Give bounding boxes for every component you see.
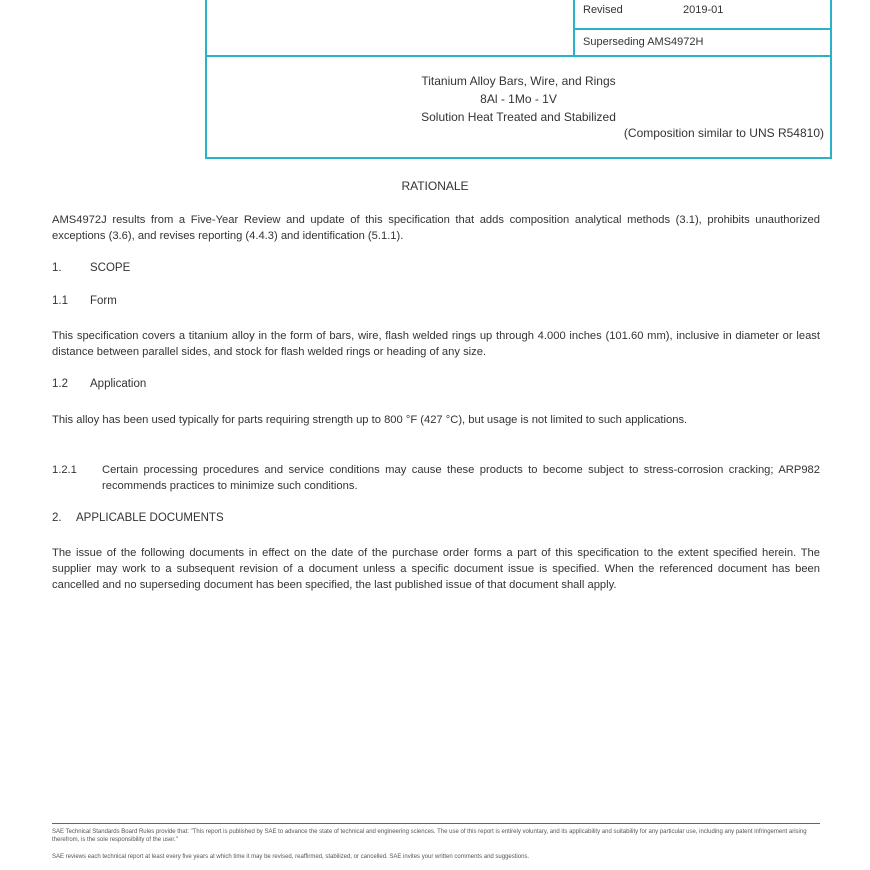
section-label: SCOPE [90,262,131,274]
document-title [207,72,830,126]
composition-note: (Composition similar to UNS R54810) [623,126,824,140]
header-divider-horizontal [207,55,830,57]
section-number: 1.2.1 [52,464,77,476]
section-label: Form [90,295,117,307]
form-text: This specification covers a titanium alloy in the form of bars, wire, flash welded rings up through 4.000 inches (101.60 mm), inclusive in diameter or least distance between parallel sides, and stock for flash welded rings or heading of any size. [52,330,820,358]
applicable-documents-text: The issue of the following documents in effect on the date of the purchase order forms a part of this specification to the extent specified herein. The supplier may work to a subsequent revision of a document unless a specific document issue is specified. When the referenced document has been cancelled and no superseding document has been specified, the last published issue of that document shall apply. [52,547,820,591]
section-number: 2. [52,512,62,524]
title-line: Titanium Alloy Bars, Wire, and Rings [421,74,616,88]
title-line: 8Al - 1Mo - 1V [480,92,557,106]
form-heading [52,295,117,307]
section-label: APPLICABLE DOCUMENTS [76,512,224,524]
superseding-label: Superseding AMS4972H [583,36,704,48]
title-line: Solution Heat Treated and Stabilized [421,110,616,124]
footer-review-note: SAE reviews each technical report at least every five years at which time it may be revised, reaffirmed, stabilized, or cancelled. SAE invites your written comments and suggestions. [52,854,530,860]
header-divider-row [575,28,832,30]
revised-date: 2019-01 [683,4,724,16]
footer-divider [52,823,820,824]
application-text: This alloy has been used typically for parts requiring strength up to 800 °F (427 °C), but usage is not limited to such applications. [52,414,688,426]
scope-heading [52,262,130,274]
header-box [205,0,832,159]
section-number: 1. [52,262,62,274]
section-number: 1.1 [52,295,68,307]
applicable-documents-heading [52,512,224,524]
subsection-1-2-1 [52,462,820,494]
rationale-text: AMS4972J results from a Five-Year Review and update of this specification that adds composition analytical methods (3.1), prohibits unauthorized exceptions (3.6), and revises reporting (4.4.3) and identification (5.1.1). [52,214,820,242]
section-label: Application [90,378,147,390]
subsection-text: Certain processing procedures and service conditions may cause these products to become subject to stress-corrosion cracking; ARP982 recommends practices to minimize such conditions. [102,464,820,492]
rationale-heading: RATIONALE [401,179,469,193]
application-heading [52,378,146,390]
footer-disclaimer: SAE Technical Standards Board Rules provide that: "This report is published by SAE to advance the state of technical and engineering sciences. The use of this report is entirely voluntary, and its applicability and suitability for any particular use, including any patent infringement arising therefrom, is the sole responsibility of the user." [52,829,807,843]
section-number: 1.2 [52,378,68,390]
revised-label: Revised [583,4,623,16]
